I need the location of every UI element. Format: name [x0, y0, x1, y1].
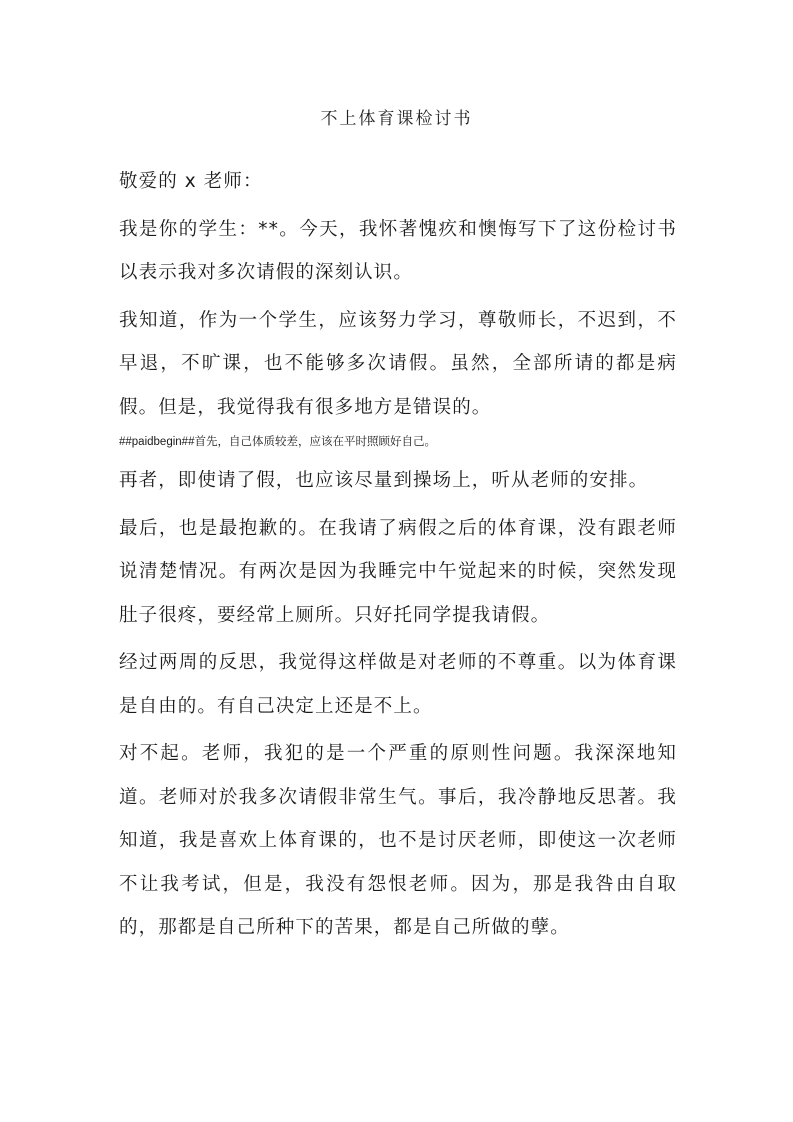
paragraph-secondly: 再者，即使请了假，也应该尽量到操场上，听从老师的安排。	[119, 470, 649, 491]
salutation: 敬爱的 x 老师：	[119, 171, 263, 192]
paragraph-intro: 我是你的学生：**。今天，我怀著愧疚和懊悔写下了这份检讨书以表示我对多次请假的深刻认识。	[119, 218, 677, 283]
paragraph-apology: 对不起。老师，我犯的是一个严重的原则性问题。我深深地知道。老师对於我多次请假非常生气。事后，我冷静地反思著。我知道，我是喜欢上体育课的，也不是讨厌老师，即使这一次老师不让我考试，但是，我没有怨恨老师。因为，那是我咎由自取的，那都是自己所种下的苦果，都是自己所做的孽。	[119, 743, 677, 938]
marker-line-text: 首先，自己体质较差，应该在平时照顾好自己。	[194, 436, 436, 448]
paragraph-finally: 最后，也是最抱歉的。在我请了病假之后的体育课，没有跟老师说清楚情况。有两次是因为我睡完中午觉起来的时候，突然发现肚子很疼，要经常上厕所。只好托同学提我请假。	[119, 517, 677, 626]
paid-marker-line	[119, 431, 677, 453]
paid-begin-marker: ##paidbegin##	[119, 436, 195, 448]
paragraph-student-duties: 我知道，作为一个学生，应该努力学习，尊敬师长，不迟到，不早退，不旷课，也不能够多次请假。虽然，全部所请的都是病假。但是，我觉得我有很多地方是错误的。	[119, 309, 677, 418]
document-body	[119, 160, 677, 950]
document-title: 不上体育课检讨书	[320, 109, 473, 129]
paragraph-reflection: 经过两周的反思，我觉得这样做是对老师的不尊重。以为体育课是自由的。有自己决定上还是不上。	[119, 652, 677, 717]
